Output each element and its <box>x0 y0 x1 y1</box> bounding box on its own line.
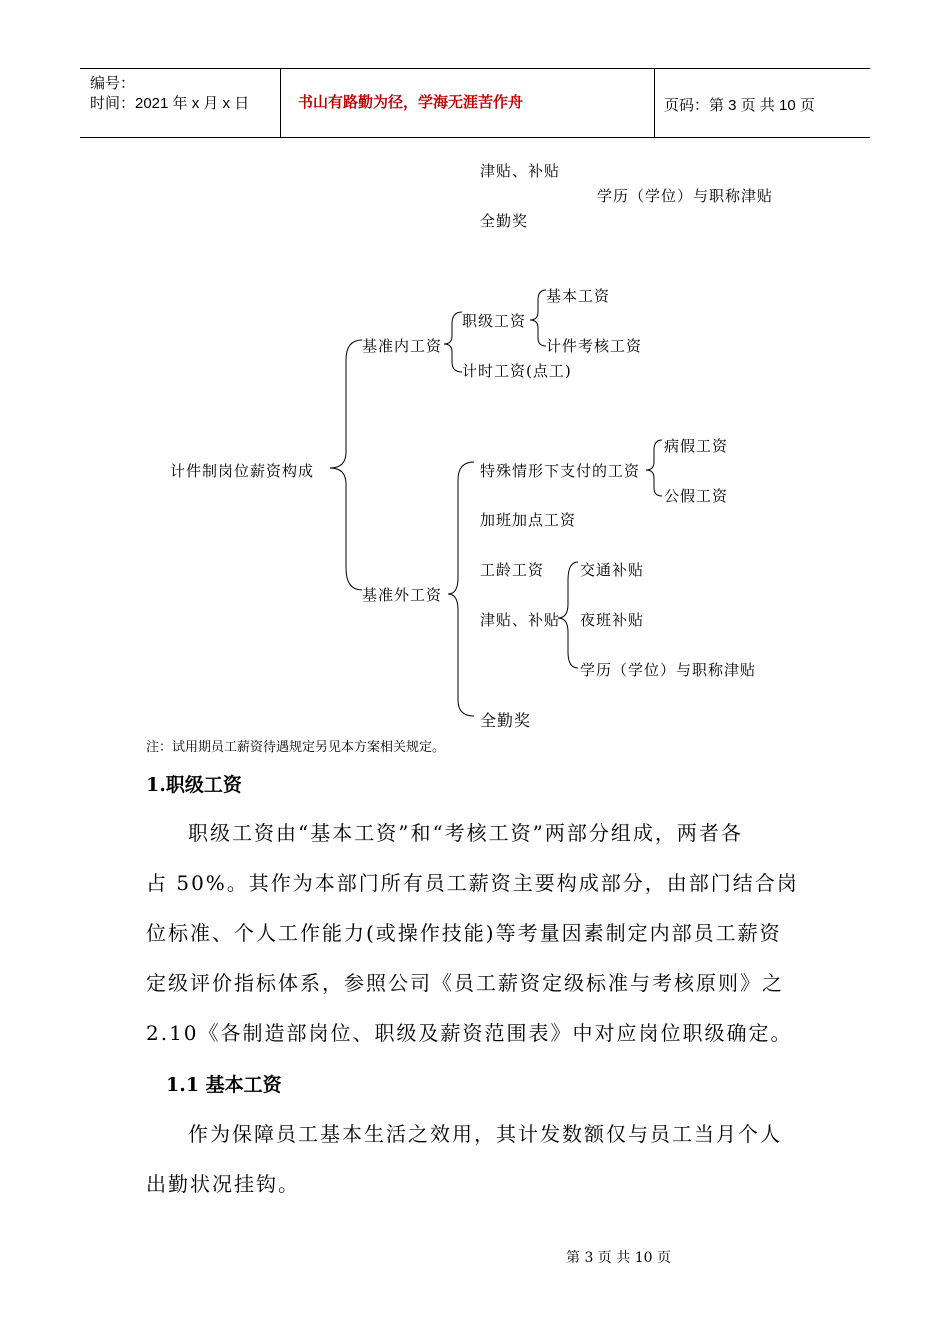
paragraph-line: 出勤状况挂钩。 <box>146 1172 300 1196</box>
note-text: 注：试用期员工薪资待遇规定另见本方案相关规定。 <box>146 740 446 755</box>
fragment-allowance: 津贴、补贴 <box>480 162 561 180</box>
tree-allowance: 津贴、补贴 <box>480 611 561 629</box>
special-brace <box>646 440 662 496</box>
root-brace <box>330 340 362 590</box>
tree-piece-eval: 计件考核工资 <box>546 337 643 355</box>
tree-time-wage: 计时工资(点工) <box>462 362 572 380</box>
tree-base-wage: 基本工资 <box>546 287 611 305</box>
paragraph-line: 占 50%。其作为本部门所有员工薪资主要构成部分，由部门结合岗 <box>146 871 799 895</box>
tree-sick-leave: 病假工资 <box>664 437 729 455</box>
tree-transport: 交通补贴 <box>580 561 645 579</box>
paragraph-line: 2.10《各制造部岗位、职级及薪资范围表》中对应岗位职级确定。 <box>146 1021 793 1045</box>
basic-out-brace <box>448 462 474 716</box>
time-label: 时间：2021 年 x 月 x 日 <box>90 95 250 112</box>
allowance-brace <box>558 562 578 668</box>
subsection-heading: 1.1 基本工资 <box>166 1074 282 1096</box>
fragment-attendance: 全勤奖 <box>480 212 529 230</box>
page-footer: 第 3 页 共 10 页 <box>566 1250 671 1266</box>
header-motto: 书山有路勤为径，学海无涯苦作舟 <box>298 94 524 111</box>
tree-seniority: 工龄工资 <box>480 561 545 579</box>
tree-attendance: 全勤奖 <box>480 711 532 730</box>
rank-brace <box>530 290 546 346</box>
tree-rank-wage: 职级工资 <box>462 312 527 330</box>
tree-night-shift: 夜班补贴 <box>580 611 645 629</box>
paragraph-line: 作为保障员工基本生活之效用，其计发数额仅与员工当月个人 <box>188 1122 782 1146</box>
paragraph-line: 位标准、个人工作能力(或操作技能)等考量因素制定内部员工薪资 <box>146 921 782 945</box>
tree-root: 计件制岗位薪资构成 <box>170 462 315 480</box>
number-label: 编号： <box>90 75 136 92</box>
tree-education: 学历（学位）与职称津贴 <box>580 661 757 679</box>
tree-special: 特殊情形下支付的工资 <box>480 462 641 480</box>
basic-in-brace <box>444 312 462 372</box>
section-heading: 1.职级工资 <box>146 774 242 796</box>
fragment-education: 学历（学位）与职称津贴 <box>597 187 774 205</box>
tree-public-leave: 公假工资 <box>664 487 729 505</box>
tree-overtime: 加班加点工资 <box>480 511 577 529</box>
paragraph-line: 职级工资由“基本工资”和“考核工资”两部分组成，两者各 <box>188 821 743 845</box>
paragraph-line: 定级评价指标体系，参照公司《员工薪资定级标准与考核原则》之 <box>146 971 784 995</box>
tree-basic-out: 基准外工资 <box>362 586 443 604</box>
page-info: 页码：第 3 页 共 10 页 <box>664 97 815 114</box>
tree-basic-in: 基准内工资 <box>362 337 443 355</box>
